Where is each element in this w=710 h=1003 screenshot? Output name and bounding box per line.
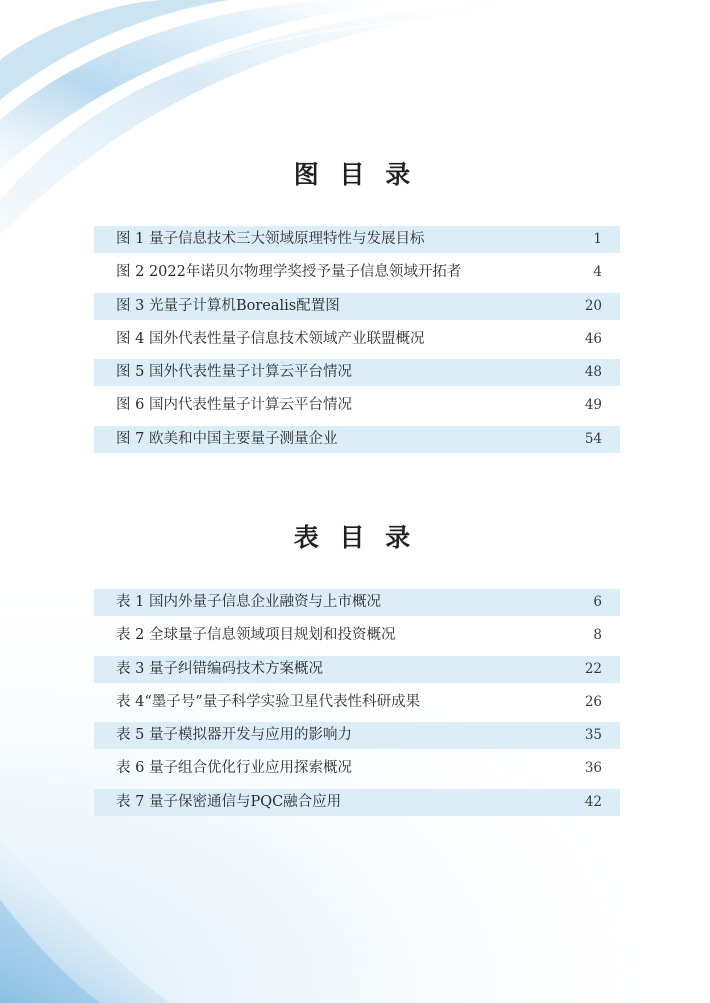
figures-toc-list — [94, 226, 620, 459]
toc-page-number: 22 — [584, 660, 602, 677]
toc-row-table-2[interactable] — [94, 622, 620, 649]
toc-entry-label: 表 3 量子纠错编码技术方案概况 — [116, 660, 323, 677]
figures-toc-title: 图 目 录 — [293, 160, 417, 189]
toc-entry-label: 图 5 国外代表性量子计算云平台情况 — [116, 364, 352, 381]
tables-toc-title: 表 目 录 — [293, 523, 417, 552]
toc-entry-label: 图 7 欧美和中国主要量子测量企业 — [116, 430, 338, 447]
toc-page-number: 6 — [593, 594, 602, 610]
toc-entry-label: 表 4“墨子号”量子科学实验卫星代表性科研成果 — [116, 693, 421, 710]
toc-row-figure-6[interactable] — [94, 392, 620, 419]
toc-row-figure-1[interactable] — [94, 226, 620, 253]
toc-row-table-4[interactable] — [94, 689, 620, 716]
toc-page-number: 20 — [584, 297, 602, 314]
toc-entry-label: 表 2 全球量子信息领域项目规划和投资概况 — [116, 627, 396, 644]
toc-page-number: 54 — [584, 430, 602, 447]
toc-entry-label: 图 3 光量子计算机Borealis配置图 — [116, 297, 340, 314]
toc-row-figure-3[interactable] — [94, 293, 620, 320]
toc-row-table-1[interactable] — [94, 589, 620, 616]
toc-row-table-3[interactable] — [94, 656, 620, 683]
toc-row-figure-4[interactable] — [94, 326, 620, 353]
toc-entry-label: 表 1 国内外量子信息企业融资与上市概况 — [116, 594, 381, 610]
toc-page-number: 26 — [584, 693, 602, 710]
toc-entry-label: 图 6 国内代表性量子计算云平台情况 — [116, 397, 352, 414]
toc-entry-label: 表 5 量子模拟器开发与应用的影响力 — [116, 727, 352, 744]
toc-row-table-6[interactable] — [94, 755, 620, 782]
toc-page-number: 42 — [584, 793, 602, 810]
toc-page-number: 46 — [584, 330, 602, 347]
toc-entry-label: 表 6 量子组合优化行业应用探索概况 — [116, 760, 352, 777]
toc-row-figure-2[interactable] — [94, 259, 620, 286]
toc-page-number: 35 — [584, 727, 602, 744]
toc-row-table-7[interactable] — [94, 789, 620, 816]
toc-entry-label: 图 2 2022年诺贝尔物理学奖授予量子信息领域开拓者 — [116, 264, 462, 281]
toc-page-number: 36 — [584, 760, 602, 777]
toc-page-number: 48 — [584, 364, 602, 381]
toc-page-number: 49 — [584, 397, 602, 414]
toc-page-number: 4 — [593, 264, 602, 281]
toc-page-number: 8 — [593, 627, 602, 644]
toc-row-figure-5[interactable] — [94, 359, 620, 386]
toc-entry-label: 表 7 量子保密通信与PQC融合应用 — [116, 793, 342, 810]
toc-entry-label: 图 1 量子信息技术三大领域原理特性与发展目标 — [116, 231, 425, 247]
tables-toc-list — [94, 589, 620, 822]
toc-page-number: 1 — [593, 231, 602, 247]
toc-row-table-5[interactable] — [94, 722, 620, 749]
toc-row-figure-7[interactable] — [94, 426, 620, 453]
toc-entry-label: 图 4 国外代表性量子信息技术领域产业联盟概况 — [116, 330, 425, 347]
